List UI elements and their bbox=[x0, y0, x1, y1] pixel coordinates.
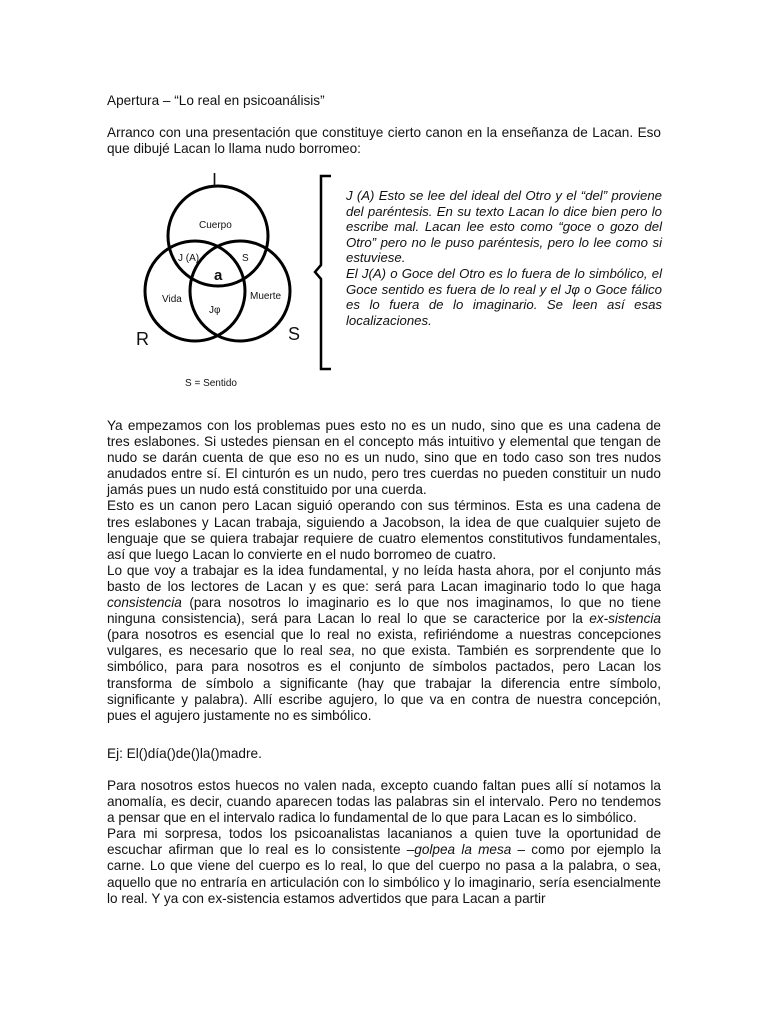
note-paragraph-1: J (A) Esto se lee del ideal del Otro y el “del” proviene del paréntesis. En su texto Lacan lo dice bien pero lo escribe mal. Lacan lee esto como “goce o gozo del Otro” pero no le puso paréntesis, pero lo lee como si estuviese. bbox=[346, 188, 662, 266]
borromean-knot-diagram bbox=[127, 168, 337, 398]
region-cuerpo: Cuerpo bbox=[199, 220, 232, 231]
region-vida: Vida bbox=[162, 294, 182, 305]
region-a: a bbox=[214, 267, 223, 284]
diagram-caption: S = Sentido bbox=[185, 378, 237, 389]
bracket bbox=[315, 176, 331, 369]
region-ja: J (A) bbox=[178, 253, 200, 264]
note-paragraph-2: El J(A) o Goce del Otro es lo fuera de lo simbólico, el Goce sentido es fuera de lo real y el Jφ o Goce fálico es lo fuera de lo imaginario. Se leen así esas localizaciones. bbox=[346, 265, 662, 328]
example-line: Ej: El()día()de()la()madre. bbox=[107, 746, 262, 761]
body-section-2 bbox=[107, 778, 661, 907]
region-s: S bbox=[242, 253, 249, 264]
region-muerte: Muerte bbox=[250, 291, 282, 302]
paragraph-huecos: Para nosotros estos huecos no valen nada, excepto cuando faltan pues allí sí notamos la anomalía, es decir, cuando aparecen todas las palabras sin el intervalo. Pero no tendemos a pensar que en el intervalo radica lo fundamental de lo que para Lacan es lo simbólico. bbox=[107, 778, 661, 826]
paragraph-fundamental: Lo que voy a trabajar es la idea fundamental, y no leída hasta ahora, por el conjunto más basto de los lectores de Lacan y es que: será para Lacan imaginario todo lo que haga consistencia (para nosotros lo imaginario es lo que nos imaginamos, lo que no tiene ninguna consistencia), será para Lacan lo real lo que se caracterice por la ex-sistencia (para nosotros es esencial que lo real no exista, refiriéndome a nuestras concepciones vulgares, es necesario que lo real sea, no que exista. También es sorprendente que lo simbólico, para para nosotros es el conjunto de símbolos pactados, pero Lacan los transforma de símbolo a significante (hay que trabajar la diferencia entre símbolo, significante y palabra). Allí escribe agujero, lo que va en contra de nuestra concepción, pues el agujero justamente no es simbólico. bbox=[107, 562, 662, 723]
paragraph-canon: Esto es un canon pero Lacan siguió operando con sus términos. Esta es una cadena de tres eslabones y Lacan trabaja, siguiendo a Jacobson, la idea de que cualquier sujeto de lenguaje que se quiera trabajar requiere de cuatro elementos constitutivos fundamentales, así que luego Lacan lo convierte en el nudo borromeo de cuatro. bbox=[107, 498, 661, 562]
paragraph-sorpresa: Para mi sorpresa, todos los psicoanalistas lacanianos a quien tuve la oportunidad de escuchar afirman que lo real es lo consistente –golpea la mesa – como por ejemplo la carne. Lo que viene del cuerpo es lo real, lo que del cuerpo no pasa a la palabra, o sea, aquello que no entraría en articulación con lo simbólico y lo imaginario, sería esencialmente lo real. Y ya con ex-sistencia estamos advertidos que para Lacan a partir bbox=[107, 826, 661, 906]
document-title: Apertura – “Lo real en psicoanálisis” bbox=[107, 93, 325, 108]
label-r: R bbox=[136, 329, 149, 349]
region-jphi: Jφ bbox=[209, 305, 221, 316]
label-i: I bbox=[212, 170, 218, 190]
label-s: S bbox=[288, 324, 301, 344]
side-note bbox=[346, 188, 662, 328]
paragraph-cadena: Ya empezamos con los problemas pues esto no es un nudo, sino que es una cadena de tres eslabones. Si ustedes piensan en el concepto más intuitivo y elemental que tengan de nudo se darán cuenta de que eso no es un nudo, sino que en todo caso son tres nudos anudados entre sí. El cinturón es un nudo, pero tres cuerdas no pueden constituir un nudo jamás pues un nudo está constituido por una cuerda. bbox=[107, 418, 661, 498]
intro-paragraph: Arranco con una presentación que constituye cierto canon en la enseñanza de Lacan. Eso que dibujé Lacan lo llama nudo borromeo: bbox=[107, 125, 661, 157]
body-section-1 bbox=[107, 418, 661, 724]
